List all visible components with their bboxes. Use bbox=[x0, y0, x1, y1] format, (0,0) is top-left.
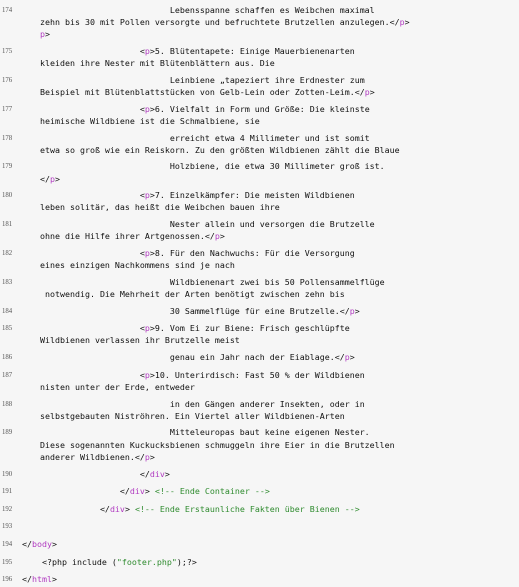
code-text bbox=[40, 4, 519, 41]
code-fragment: > bbox=[149, 451, 155, 462]
code-text bbox=[40, 103, 519, 127]
code-text bbox=[40, 305, 519, 317]
line-number: 178 bbox=[2, 134, 13, 142]
code-fragment: Wildbienenart zwei bis 50 Pollensammelflüge notwendig. Die Mehrheit der Arten benötigt zwischen zehn bis bbox=[44, 276, 385, 299]
html-tag-name: p bbox=[214, 231, 220, 242]
code-line bbox=[0, 189, 519, 213]
line-number: 175 bbox=[2, 48, 13, 56]
code-text bbox=[40, 247, 519, 271]
html-tag-name: html bbox=[32, 574, 52, 585]
code-text bbox=[40, 369, 519, 393]
code-text bbox=[40, 45, 519, 69]
code-fragment: Leinbiene „tapeziert ihre Erdnester zum Beispiel mit Blütenblattstücken von Gelb-Lein oder Zotten-Leim.</ bbox=[40, 74, 365, 98]
code-line bbox=[0, 398, 519, 422]
code-text bbox=[40, 218, 519, 242]
code-text bbox=[40, 503, 519, 515]
line-number: 187 bbox=[2, 371, 13, 379]
code-line bbox=[0, 160, 519, 184]
code-fragment: < bbox=[40, 46, 145, 57]
html-tag-name: p bbox=[144, 451, 150, 462]
code-text bbox=[40, 189, 519, 213]
code-fragment: >10. Unterirdisch: Fast 50 % der Wildbienen nisten unter der Erde, entweder bbox=[40, 369, 365, 392]
code-line bbox=[0, 305, 519, 318]
code-fragment: > bbox=[404, 17, 410, 28]
code-fragment: > bbox=[219, 231, 225, 242]
line-number: 188 bbox=[2, 400, 13, 408]
html-tag-name: body bbox=[32, 539, 52, 550]
html-tag-name: p bbox=[364, 87, 370, 98]
code-text bbox=[40, 398, 519, 422]
code-line bbox=[0, 132, 519, 156]
code-text bbox=[40, 74, 519, 98]
code-text bbox=[40, 276, 519, 300]
html-comment: <!-- Ende Erstaunliche Fakten über Bienen --> bbox=[134, 503, 360, 514]
html-tag-name: p bbox=[144, 323, 150, 334]
code-fragment: 30 Sammelflüge für eine Brutzelle.</ bbox=[40, 305, 350, 316]
code-fragment: >5. Blütentapete: Einige Mauerbienenarten kleiden ihre Nester mit Blütenblättern aus. Die bbox=[40, 46, 355, 69]
line-number: 191 bbox=[2, 488, 13, 496]
code-fragment: </ bbox=[40, 468, 150, 479]
line-number: 177 bbox=[2, 105, 13, 113]
code-fragment: Nester allein und versorgen die Brutzelle ohne die Hilfe ihrer Artgenossen.</ bbox=[40, 219, 375, 242]
code-line bbox=[0, 45, 519, 69]
code-text bbox=[40, 351, 519, 363]
html-tag-name: p bbox=[144, 190, 150, 201]
code-fragment: >8. Für den Nachwuchs: Für die Versorgung eines einzigen Nachkommens sind je nach bbox=[40, 247, 355, 271]
code-text bbox=[22, 538, 519, 550]
code-fragment: > bbox=[124, 503, 135, 514]
code-line bbox=[0, 322, 519, 346]
html-tag-name: p bbox=[399, 17, 405, 28]
line-number: 181 bbox=[2, 221, 13, 229]
code-fragment: > bbox=[45, 29, 50, 40]
code-fragment: Mitteleuropas baut keine eigenen Nester. Diese sogenannten Kuckucksbienen schmuggeln ihre Eier in die Brutzellen anderer Wildbienen.</ bbox=[40, 427, 395, 462]
html-tag-name: p bbox=[344, 352, 350, 363]
code-fragment: > bbox=[144, 486, 155, 497]
string-literal: "footer.php" bbox=[116, 556, 177, 567]
code-line bbox=[0, 247, 519, 271]
code-fragment: > bbox=[369, 87, 375, 98]
code-line bbox=[0, 485, 519, 498]
code-fragment: >9. Vom Ei zur Biene: Frisch geschlüpfte Wildbienen verlassen ihr Brutzelle meist bbox=[40, 323, 350, 346]
line-number: 194 bbox=[2, 541, 13, 549]
code-text bbox=[40, 468, 519, 480]
code-text bbox=[40, 160, 519, 184]
code-fragment: </ bbox=[22, 574, 32, 585]
line-number: 176 bbox=[2, 76, 13, 84]
line-number: 195 bbox=[2, 558, 13, 566]
code-fragment: );?> bbox=[176, 556, 197, 567]
code-line bbox=[0, 276, 519, 300]
line-number: 183 bbox=[2, 278, 13, 286]
code-line bbox=[0, 520, 519, 533]
html-comment: <!-- Ende Container --> bbox=[154, 486, 270, 497]
code-fragment: </ bbox=[22, 539, 32, 550]
code-line bbox=[0, 4, 519, 41]
code-fragment: </ bbox=[40, 486, 130, 497]
code-text bbox=[40, 132, 519, 156]
html-tag-name: p bbox=[50, 173, 55, 184]
code-fragment: in den Gängen anderer Insekten, oder in selbstgebauten Niströhren. Ein Viertel aller Wildbienen-Arten bbox=[40, 398, 365, 421]
code-fragment: > bbox=[51, 574, 57, 585]
line-number: 185 bbox=[2, 325, 13, 333]
html-tag-name: p bbox=[349, 305, 355, 316]
code-line bbox=[0, 503, 519, 516]
html-tag-name: div bbox=[129, 486, 145, 497]
line-number: 184 bbox=[2, 307, 13, 315]
code-fragment: >7. Einzelkämpfer: Die meisten Wildbienen leben solitär, das heißt die Weibchen bauen ihre bbox=[40, 190, 355, 213]
code-line bbox=[0, 556, 519, 569]
code-text bbox=[22, 573, 519, 585]
code-line bbox=[0, 426, 519, 463]
line-number: 180 bbox=[2, 192, 13, 200]
code-fragment: Lebensspanne schaffen es Weibchen maximal bbox=[40, 5, 375, 15]
code-text bbox=[40, 322, 519, 346]
html-tag-name: p bbox=[144, 103, 150, 114]
code-fragment: > bbox=[51, 539, 57, 550]
html-tag-name: p bbox=[40, 29, 45, 40]
code-fragment: > bbox=[164, 468, 170, 479]
code-line bbox=[0, 74, 519, 98]
code-line bbox=[0, 218, 519, 242]
line-number: 186 bbox=[2, 354, 13, 362]
code-fragment: < bbox=[40, 103, 145, 114]
html-tag-name: p bbox=[144, 46, 150, 57]
line-number: 190 bbox=[2, 470, 13, 478]
code-fragment: >6. Vielfalt in Form und Größe: Die kleinste heimische Wildbiene ist die Schmalbiene, sie bbox=[40, 103, 370, 126]
code-fragment: < bbox=[40, 190, 145, 201]
code-line bbox=[0, 103, 519, 127]
line-number: 174 bbox=[2, 7, 13, 14]
code-line bbox=[0, 351, 519, 364]
html-tag-name: div bbox=[109, 503, 125, 514]
html-tag-name: p bbox=[144, 369, 150, 380]
code-line bbox=[0, 369, 519, 393]
code-line bbox=[0, 538, 519, 551]
code-fragment: genau ein Jahr nach der Eiablage.</ bbox=[40, 352, 345, 363]
code-fragment: </ bbox=[40, 503, 110, 514]
code-text bbox=[22, 556, 519, 568]
html-tag-name: p bbox=[144, 247, 150, 258]
code-listing bbox=[0, 4, 519, 585]
code-fragment: > bbox=[55, 173, 60, 184]
line-number: 193 bbox=[2, 523, 13, 531]
code-fragment: Holzbiene, die etwa 30 Millimeter groß ist. </ bbox=[40, 161, 385, 184]
code-fragment: > bbox=[349, 352, 355, 363]
line-number: 179 bbox=[2, 163, 13, 171]
html-tag-name: div bbox=[149, 468, 165, 479]
code-fragment: zehn bis 30 mit Pollen versorgte und befruchtete Brutzellen anzulegen.</ bbox=[40, 17, 400, 28]
code-text bbox=[40, 485, 519, 497]
line-number: 182 bbox=[2, 249, 13, 257]
code-line bbox=[0, 468, 519, 481]
code-fragment: < bbox=[40, 323, 145, 334]
line-number: 189 bbox=[2, 429, 13, 437]
code-line bbox=[0, 573, 519, 586]
line-number: 196 bbox=[2, 576, 13, 584]
code-fragment: < bbox=[40, 247, 145, 258]
code-fragment: <?php include ( bbox=[22, 556, 117, 567]
code-fragment: < bbox=[40, 369, 145, 380]
code-fragment: > bbox=[354, 305, 360, 316]
line-number: 192 bbox=[2, 505, 13, 513]
code-fragment: erreicht etwa 4 Millimeter und ist somit etwa so groß wie ein Reiskorn. Zu den größten Wildbienen zählt die Blaue bbox=[40, 132, 400, 155]
code-text bbox=[40, 426, 519, 463]
